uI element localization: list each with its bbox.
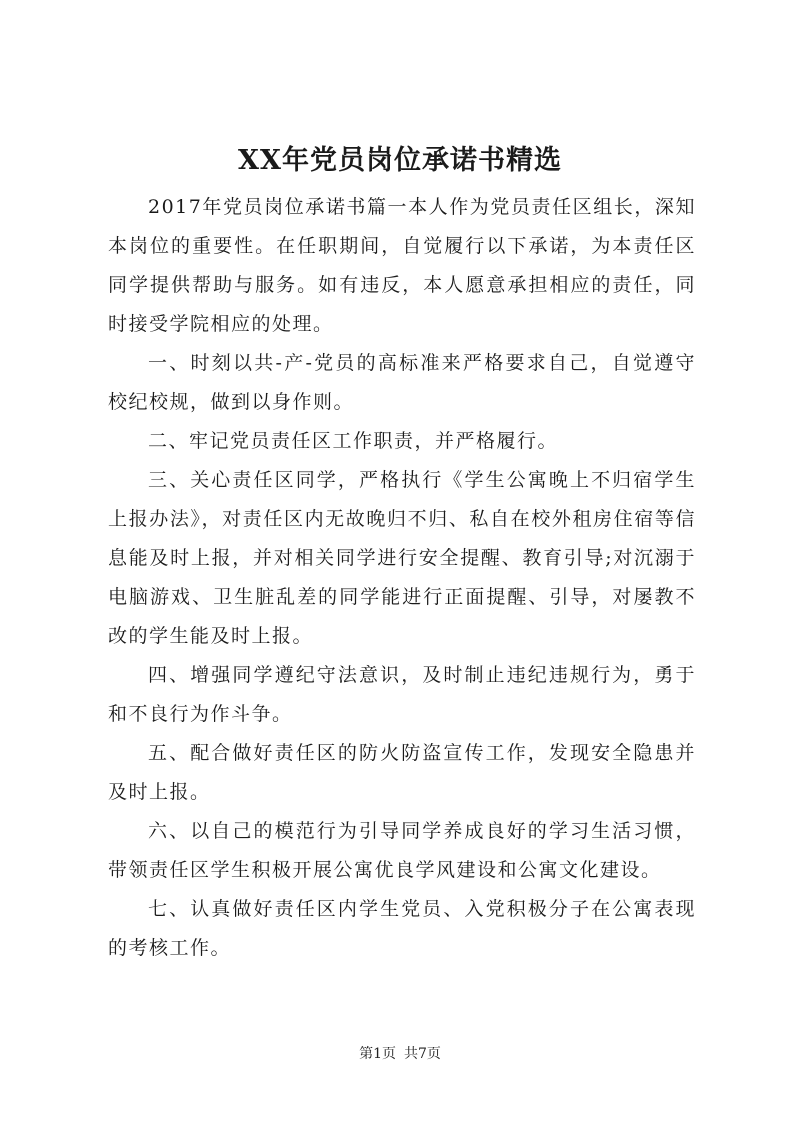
paragraph-item-5: 五、配合做好责任区的防火防盗宣传工作，发现安全隐患并及时上报。 [108,742,696,803]
paragraph-item-1: 一、时刻以共-产-党员的高标准来严格要求自己，自觉遵守校纪校规，做到以身作则。 [108,352,696,413]
paragraph-item-3: 三、关心责任区同学，严格执行《学生公寓晚上不归宿学生上报办法》，对责任区内无故晚归不归、私自在校外租房住宿等信息能及时上报，并对相关同学进行安全提醒、教育引导;对沉溺于电脑游戏、卫生脏乱差的同学能进行正面提醒、引导，对屡教不改的学生能及时上报。 [108,469,696,647]
document-title: XX年党员岗位承诺书精选 [238,145,562,176]
page-number: 第1页 [359,1046,396,1062]
page-total: 共7页 [404,1046,441,1062]
page-footer [0,1043,800,1063]
document-body [108,188,696,968]
paragraph-item-4: 四、增强同学遵纪守法意识，及时制止违纪违规行为，勇于和不良行为作斗争。 [108,664,696,725]
paragraph-item-6: 六、以自己的模范行为引导同学养成良好的学习生活习惯，带领责任区学生积极开展公寓优良学风建设和公寓文化建设。 [108,820,696,881]
paragraph-item-2: 二、牢记党员责任区工作职责，并严格履行。 [148,430,559,452]
paragraph-intro: 2017年党员岗位承诺书篇一本人作为党员责任区组长，深知本岗位的重要性。在任职期间，自觉履行以下承诺，为本责任区同学提供帮助与服务。如有违反，本人愿意承担相应的责任，同时接受学院相应的处理。 [108,196,696,335]
paragraph-item-7: 七、认真做好责任区内学生党员、入党积极分子在公寓表现的考核工作。 [108,898,696,959]
